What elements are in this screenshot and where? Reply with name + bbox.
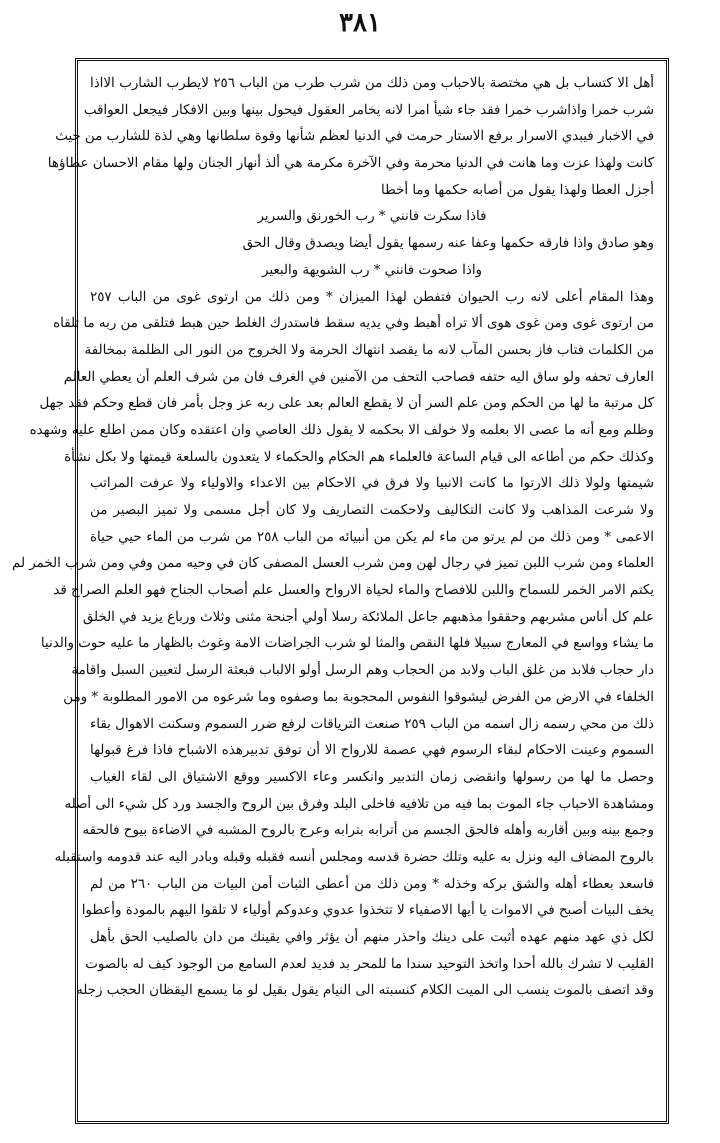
text-line: شرب خمرا واذاشرب خمرا فقد جاء شيأ امرا لانه يخامر العقول فيحول بينها وبين الافكار فيجعل العواقب	[83, 102, 654, 118]
text-line: وحصل ما لها من رسولها وانقضى زمان التدبير وانكسر وعاء الاكسير ووقع الاشتياق الى لقاء الغياب	[90, 769, 654, 785]
text-line: وقد اتصف بالموت ينسب الى الميت الكلام كنسبته الى النيام يقول بقيل لو ما يسمع اليقظان الحجب زجله	[76, 983, 654, 999]
text-line: يكتم الامر الخمر للسماح واللبن للافصاح والماء لحياة الارواح والعسل علم أصحاب الجناح فهو العلم الصراح قد	[53, 583, 654, 599]
text-line: وهذا المقام أعلى لانه رب الحيوان فتفطن لهذا الميزان * ومن ذلك من ارتوى غوى من الباب ٢٥٧	[90, 289, 654, 305]
text-line: الخلفاء في الارض من الفرض ليشوقوا النفوس المحجوبة بما وصفوه وما شرعوه من الامور المطلوبة * ومن	[63, 689, 654, 705]
text-line: ذلك من محي رسمه زال اسمه من الباب ٢٥٩ صنعت الترياقات لرفع ضرر السموم وسكنت الاهوال بقاء	[90, 716, 654, 732]
text-body	[12, 61, 666, 1005]
verse-line: فاذا سكرت فانني * رب الخورنق والسرير	[257, 209, 487, 225]
text-line: بالروح المضاف اليه ونزل به عليه وتلك حضرة قدسه ومجلس أنسه فقبله وقبله وبادر اليه عند قدومه واستقبله	[54, 849, 654, 865]
text-frame	[12, 58, 669, 1124]
text-line: القليب لا تشرك بالله أحدا واتخذ التوحيد سندا ما للمحر بد فديد لعدم السامع من الوجود كيف له بالصوت	[85, 956, 654, 972]
text-line: لكل ذي عهد منهم عهده أثبت على دينك واحذر منهم أن يؤثر وافي يقينك من دان بالصليب الحق بأهل	[90, 930, 654, 945]
text-line: كانت ولهذا عزت وما هانت في الدنيا محرمة وفي الآخرة مكرمة هي ألذ أنهار الجنان ولها مقام الاحسان عطاؤها	[47, 156, 654, 172]
text-line: الاعمى * ومن ذلك من لم يرتو من ماء لم يكن من أنبيائه من الباب ٢٥٨ من شرب من الماء حيي حياة	[90, 529, 654, 545]
text-line: دار حجاب فلابد من غلق الباب ولابد من الحجاب وهم الرسل أولو الالباب فبعثة الرسل لتعيين السبل واقامة	[71, 663, 654, 679]
text-line: السموم وعينت الاحكام لبقاء الرسوم فهي عصمة للارواح الا أن توفق تدبيرهذه الاشباح فاذا فرغ قبولها	[90, 743, 654, 759]
text-line: علم كل أناس مشربهم وحققوا مذهبهم جاعل الملائكة رسلا أولي أجنحة مثنى وثلاث ورباع يزيد في الخلق	[82, 609, 654, 625]
text-line: وظلم ومع أنه ما عصى الا بعلمه ولا خولف الا بحكمه لا يقول ذلك العاصي وان اعتقده وكان ممن اطلع عليه وشهده	[29, 422, 654, 438]
page-number: ٣٨١	[339, 8, 381, 38]
text-line: وجمع بينه وبين أقاربه وأهله فالحق الجسم من أترابه بترابه وعرج بالروح المشبه في الاضاءة بيوح فالحقه	[82, 823, 654, 839]
text-line: كل مرتبة ما لها من الحكم ومن علم السر أن لا يقطع العالم بعد على ربه عز وجل بأمر فان قطع وحكم فقد جهل	[39, 396, 654, 412]
verse-line: واذا صحوت فانني * رب الشويهة والبعير	[261, 262, 483, 278]
text-line: من ارتوى غوى ومن غوى هوى ألا تراه أهبط وفي يديه سقط فاستدرك الغلط حين هبط فتلقى من ربه ما تلقاه	[53, 316, 654, 332]
text-line: العارف تحفه ولو ساق اليه حتفه فصاحب التحف من الآمنين في الغرف فان من شرف العلم أن يعطي العالم	[63, 369, 654, 385]
text-line: يخف البيات أصبح في الاموات يا أيها الاصفياء لا تتخذوا عدوي وعدوكم أولياء لا تلقوا اليهم بالمودة وأعطوا	[81, 903, 654, 919]
text-line: ما يشاء وواسع في المعارج سبيلا فلها النقص والمثا لو شرب الجراضات الامة وغوث بالظهار ما عليه حوت والدنيا	[40, 636, 654, 652]
text-line-short: وهو صادق واذا فارقه حكمها وعفا عنه رسمها يقول أيضا ويصدق وقال الحق	[242, 236, 654, 252]
text-line-short: أجزل العطا ولهذا يقول من أصابه حكمها وما أخطا	[381, 182, 654, 198]
text-line: فاسعد بعطاء أهله والشق بركه وخذله * ومن ذلك من أعطى الثبات أمن البيات من الباب ٢٦٠ من لم	[90, 876, 654, 892]
text-line: ولا شرعت المذاهب ولا كانت التكاليف ولاحكمت التصاريف ولا كان أجل مسمى ولا تميز البصير من	[90, 503, 654, 518]
text-line: أهل الا كتساب بل هي مختصة بالاحباب ومن ذلك من شرب طرب من الباب ٢٥٦ لايطرب الشارب الااذا	[90, 76, 654, 91]
text-line: ومشاهدة الاحباب جاء الموت بما فيه من تلافيه فاخلى البلد وفرق بين الروح والجسد ورد كل شيء الى أصله	[64, 796, 654, 812]
text-line: من الكلمات فتاب فاز بحسن المآب لانه ما يقصد انتهاك الحرمة ولا الخروج من النور الى الظلمة بمخالفة	[84, 342, 654, 358]
text-line: العلماء ومن شرب اللبن تميز في رجال لهن ومن شرب العسل المصفى كان في وحيه ممن وفي ومن شرب الخمر لم	[12, 556, 654, 572]
text-line: وكذلك حكم من أطاعه الى قيام الساعة فالعلماء هم الحكام والحكماء لا يتعدون بالسلعة قيمتها ولا بكل نشأة	[64, 449, 654, 465]
text-line: في الاخبار فيبدي الاسرار برفع الاستار حرمت في الدنيا لعظم شأنها وقوة سلطانها وهي لذة للشارب من حيث	[55, 129, 654, 145]
text-line: شيمتها ولولا ذلك الارتوا ما كانت الانبيا ولا فرق في الاحكام بين الاعداء والاولياء ولا عرفت المراتب	[90, 476, 654, 492]
